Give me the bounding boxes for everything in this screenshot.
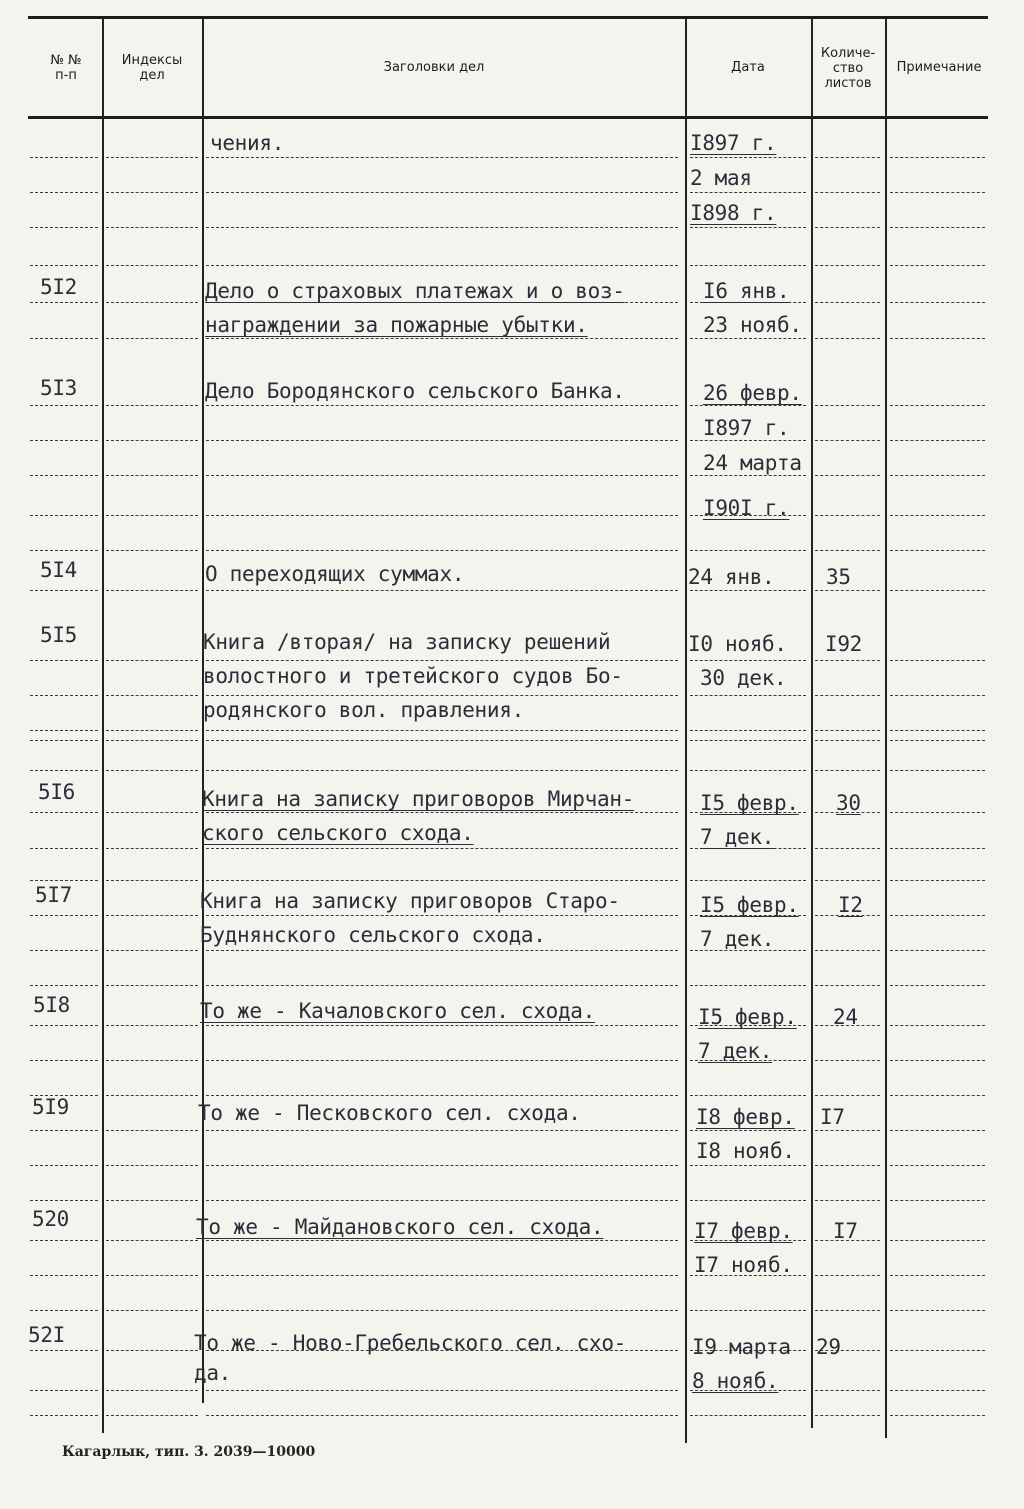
ruled-line — [106, 985, 198, 986]
ruled-line — [206, 730, 678, 731]
entry-title-line: То же - Ново-Гребельского сел. схо- — [194, 1331, 627, 1355]
ruled-line — [815, 1200, 880, 1201]
ruled-line — [815, 1415, 880, 1416]
header-date: Дата — [731, 59, 765, 75]
ruled-line — [815, 1275, 880, 1276]
ruled-line — [30, 1025, 98, 1026]
entry-title-line: ского сельского схода. — [202, 821, 474, 845]
entry-date-line: 8 нояб. — [692, 1369, 779, 1393]
ruled-line — [815, 740, 880, 741]
ruled-line — [890, 1310, 985, 1311]
ruled-line — [30, 157, 98, 158]
ruled-line — [30, 515, 98, 516]
ruled-line — [106, 1095, 198, 1096]
entry-number: 5I6 — [38, 780, 76, 804]
ruled-line — [30, 1130, 98, 1131]
ruled-line — [106, 227, 198, 228]
column-line — [685, 18, 687, 1443]
ruled-line — [815, 880, 880, 881]
ruled-line — [690, 1310, 806, 1311]
entry-title-line: О переходящих суммах. — [205, 562, 465, 586]
ruled-line — [815, 695, 880, 696]
ruled-line — [106, 590, 198, 591]
entry-title-line: То же - Майдановского сел. схода. — [196, 1215, 604, 1239]
ruled-line — [30, 1275, 98, 1276]
ruled-line — [890, 475, 985, 476]
ruled-line — [690, 770, 806, 771]
ruled-line — [690, 1200, 806, 1201]
ruled-line — [30, 695, 98, 696]
column-line — [885, 18, 887, 1438]
entry-title-line: Книга на записку приговоров Мирчан- — [202, 787, 635, 811]
ruled-line — [106, 660, 198, 661]
ruled-line — [890, 192, 985, 193]
ruled-line — [30, 265, 98, 266]
entry-date-line: I7 нояб. — [694, 1253, 793, 1277]
ruled-line — [206, 1130, 678, 1131]
ruled-line — [815, 1390, 880, 1391]
ruled-line — [890, 1060, 985, 1061]
ruled-line — [815, 338, 880, 339]
entry-date-line: I897 г. — [703, 416, 790, 440]
ruled-line — [106, 1310, 198, 1311]
entry-date-line: I898 г. — [690, 201, 777, 225]
ruled-line — [815, 302, 880, 303]
entry-title-line: То же - Песковского сел. схода. — [198, 1101, 581, 1125]
ruled-line — [206, 475, 678, 476]
ruled-line — [106, 1350, 198, 1351]
entry-number: 5I4 — [40, 558, 78, 582]
entry-date-line: I9 марта — [692, 1335, 791, 1359]
ruled-line — [206, 515, 678, 516]
entry-number: 520 — [32, 1207, 70, 1231]
ruled-line — [206, 740, 678, 741]
ruled-line — [106, 475, 198, 476]
ruled-line — [106, 812, 198, 813]
header-number — [32, 40, 100, 96]
entry-title-line: То же - Качаловского сел. схода. — [200, 999, 595, 1023]
entry-date-line: 30 дек. — [700, 666, 787, 690]
entry-date-line: 7 дек. — [700, 825, 775, 849]
ruled-line — [106, 880, 198, 881]
ruled-line — [206, 1060, 678, 1061]
entry-sheets: I7 — [820, 1105, 845, 1129]
entry-sheets: I2 — [838, 893, 863, 917]
header-index-line: дел — [139, 68, 165, 83]
header-sheets-line: ство — [832, 60, 864, 76]
entry-sheets: 29 — [816, 1335, 841, 1359]
ruled-line — [890, 740, 985, 741]
ruled-line — [890, 1415, 985, 1416]
ruled-line — [106, 695, 198, 696]
entry-date-line: 7 дек. — [698, 1039, 773, 1063]
entry-title-line: родянского вол. правления. — [203, 698, 524, 722]
ruled-line — [30, 192, 98, 193]
ruled-line — [30, 770, 98, 771]
ruled-line — [106, 302, 198, 303]
ruled-line — [106, 915, 198, 916]
entry-title-line: Книга /вторая/ на записку решений — [203, 630, 611, 654]
entry-title-line: волостного и третейского судов Бо- — [203, 664, 623, 688]
ruled-line — [890, 1095, 985, 1096]
ruled-line — [30, 227, 98, 228]
ruled-line — [890, 985, 985, 986]
entry-title-line: Буднянского сельского схода. — [200, 923, 546, 947]
ruled-line — [815, 1060, 880, 1061]
ruled-line — [106, 1200, 198, 1201]
header-bottom-rule — [28, 116, 988, 119]
ruled-line — [106, 157, 198, 158]
ruled-line — [30, 1060, 98, 1061]
ruled-line — [815, 848, 880, 849]
ruled-line — [815, 1165, 880, 1166]
ruled-line — [206, 1415, 678, 1416]
entry-number: 52I — [28, 1323, 66, 1347]
ruled-line — [815, 227, 880, 228]
ruled-line — [106, 1275, 198, 1276]
ruled-line — [690, 985, 806, 986]
entry-date-line: I0 нояб. — [688, 632, 787, 656]
header-sheets — [813, 40, 883, 96]
ruled-line — [30, 950, 98, 951]
ruled-line — [890, 1390, 985, 1391]
ruled-line — [890, 730, 985, 731]
entry-date-line: I897 г. — [690, 131, 777, 155]
ruled-line — [206, 1275, 678, 1276]
ruled-line — [690, 550, 806, 551]
ruled-line — [30, 1415, 98, 1416]
entry-date-line: I8 февр. — [696, 1105, 795, 1129]
entry-date-line: 23 нояб. — [703, 313, 802, 337]
header-sheets-line: листов — [824, 75, 872, 91]
ruled-line — [815, 1310, 880, 1311]
ruled-line — [815, 550, 880, 551]
ruled-line — [815, 1095, 880, 1096]
ruled-line — [106, 770, 198, 771]
ruled-line — [206, 1390, 678, 1391]
ruled-line — [890, 1240, 985, 1241]
entry-sheets: I7 — [833, 1219, 858, 1243]
entry-sheets: I92 — [825, 632, 863, 656]
ruled-line — [106, 1060, 198, 1061]
entry-date-line: 26 февр. — [703, 381, 802, 405]
ruled-line — [890, 695, 985, 696]
ruled-line — [815, 157, 880, 158]
ruled-line — [206, 227, 678, 228]
entry-title-line: Дело Бородянского сельского Банка. — [205, 379, 625, 403]
ruled-line — [106, 950, 198, 951]
ruled-line — [206, 985, 678, 986]
ruled-line — [690, 740, 806, 741]
ruled-line — [890, 812, 985, 813]
ruled-line — [815, 985, 880, 986]
ruled-line — [206, 1310, 678, 1311]
ruled-line — [30, 1165, 98, 1166]
ruled-line — [690, 265, 806, 266]
ruled-line — [690, 1095, 806, 1096]
header-title: Заголовки дел — [383, 59, 485, 75]
ruled-line — [815, 265, 880, 266]
ruled-line — [690, 695, 806, 696]
ruled-line — [30, 1200, 98, 1201]
entry-date-line: I5 февр. — [700, 893, 799, 917]
entry-date-line: 7 дек. — [700, 927, 775, 951]
ruled-line — [890, 405, 985, 406]
entry-number: 5I3 — [40, 376, 78, 400]
ruled-line — [890, 302, 985, 303]
ruled-line — [815, 730, 880, 731]
ruled-line — [890, 590, 985, 591]
ruled-line — [890, 550, 985, 551]
ruled-line — [106, 405, 198, 406]
entry-title-line: чения. — [210, 131, 285, 155]
ruled-line — [815, 770, 880, 771]
ruled-line — [690, 880, 806, 881]
ruled-line — [890, 1275, 985, 1276]
ruled-line — [30, 730, 98, 731]
ruled-line — [206, 192, 678, 193]
entry-date-line: I8 нояб. — [696, 1139, 795, 1163]
entry-date-line: I5 февр. — [700, 791, 799, 815]
ruled-line — [106, 550, 198, 551]
ruled-line — [30, 405, 98, 406]
ruled-line — [890, 1165, 985, 1166]
entry-date-line: I5 февр. — [698, 1005, 797, 1029]
ruled-line — [106, 1390, 198, 1391]
ruled-line — [890, 440, 985, 441]
ruled-line — [815, 405, 880, 406]
ruled-line — [106, 1240, 198, 1241]
header-index — [104, 40, 200, 96]
ruled-line — [890, 1130, 985, 1131]
ruled-line — [890, 1200, 985, 1201]
header-index-line: Индексы — [121, 53, 183, 68]
ruled-line — [30, 475, 98, 476]
ruled-line — [30, 740, 98, 741]
ruled-line — [30, 550, 98, 551]
entry-number: 5I8 — [33, 993, 71, 1017]
entry-date-line: 24 янв. — [688, 565, 775, 589]
entry-number: 5I9 — [32, 1095, 70, 1119]
ruled-line — [206, 880, 678, 881]
ruled-line — [815, 515, 880, 516]
ruled-line — [890, 338, 985, 339]
ruled-line — [890, 880, 985, 881]
print-footer: Кагарлык, тип. 3. 2039—10000 — [62, 1444, 316, 1460]
ruled-line — [30, 590, 98, 591]
ruled-line — [890, 515, 985, 516]
ruled-line — [106, 740, 198, 741]
entry-sheets: 30 — [836, 791, 861, 815]
ruled-line — [106, 848, 198, 849]
ruled-line — [206, 265, 678, 266]
ruled-line — [206, 1200, 678, 1201]
entry-date-line: 24 марта — [703, 451, 802, 475]
ruled-line — [890, 1025, 985, 1026]
ruled-line — [890, 770, 985, 771]
ruled-line — [30, 848, 98, 849]
ruled-line — [890, 157, 985, 158]
ruled-line — [30, 812, 98, 813]
ruled-line — [815, 475, 880, 476]
ruled-line — [890, 660, 985, 661]
ruled-line — [30, 915, 98, 916]
ruled-line — [30, 338, 98, 339]
ruled-line — [890, 915, 985, 916]
ruled-line — [106, 730, 198, 731]
entry-number: 5I2 — [40, 275, 78, 299]
ruled-line — [890, 265, 985, 266]
header-number-line: п-п — [55, 68, 77, 83]
ruled-line — [30, 440, 98, 441]
ruled-line — [106, 192, 198, 193]
ruled-line — [690, 730, 806, 731]
entry-title-line: да. — [194, 1361, 232, 1385]
ruled-line — [106, 338, 198, 339]
entry-title-line: Книга на записку приговоров Старо- — [200, 889, 620, 913]
ruled-line — [30, 1310, 98, 1311]
ruled-line — [206, 1165, 678, 1166]
entry-date-line: 2 мая — [690, 166, 752, 190]
header-number-line: № № — [50, 53, 82, 68]
entry-date-line: I7 февр. — [694, 1219, 793, 1243]
ruled-line — [815, 440, 880, 441]
ruled-line — [206, 550, 678, 551]
ruled-line — [106, 1025, 198, 1026]
ruled-line — [890, 848, 985, 849]
entry-number: 5I5 — [40, 623, 78, 647]
ruled-line — [30, 985, 98, 986]
ruled-line — [106, 1415, 198, 1416]
ruled-line — [815, 950, 880, 951]
entry-date-line: I6 янв. — [703, 279, 790, 303]
ruled-line — [106, 265, 198, 266]
ruled-line — [106, 440, 198, 441]
ruled-line — [206, 440, 678, 441]
entry-title-line: награждении за пожарные убытки. — [205, 313, 588, 337]
column-line — [811, 18, 813, 1428]
ruled-line — [890, 950, 985, 951]
entry-sheets: 35 — [826, 565, 851, 589]
entry-title-line: Дело о страховых платежах и о воз- — [205, 279, 625, 303]
header-sheets-line: Количе- — [820, 45, 876, 61]
entry-sheets: 24 — [833, 1005, 858, 1029]
ruled-line — [30, 660, 98, 661]
ruled-line — [690, 1415, 806, 1416]
ruled-line — [206, 770, 678, 771]
ruled-line — [106, 515, 198, 516]
column-line — [102, 18, 104, 1433]
ruled-line — [890, 1350, 985, 1351]
entry-number: 5I7 — [35, 883, 73, 907]
ruled-line — [815, 192, 880, 193]
ruled-line — [30, 1390, 98, 1391]
ruled-line — [30, 1240, 98, 1241]
ruled-line — [106, 1130, 198, 1131]
entry-date-line: I90I г. — [703, 496, 790, 520]
header-note: Примечание — [896, 59, 982, 75]
top-rule — [28, 16, 988, 19]
ruled-line — [890, 227, 985, 228]
ruled-line — [106, 1165, 198, 1166]
